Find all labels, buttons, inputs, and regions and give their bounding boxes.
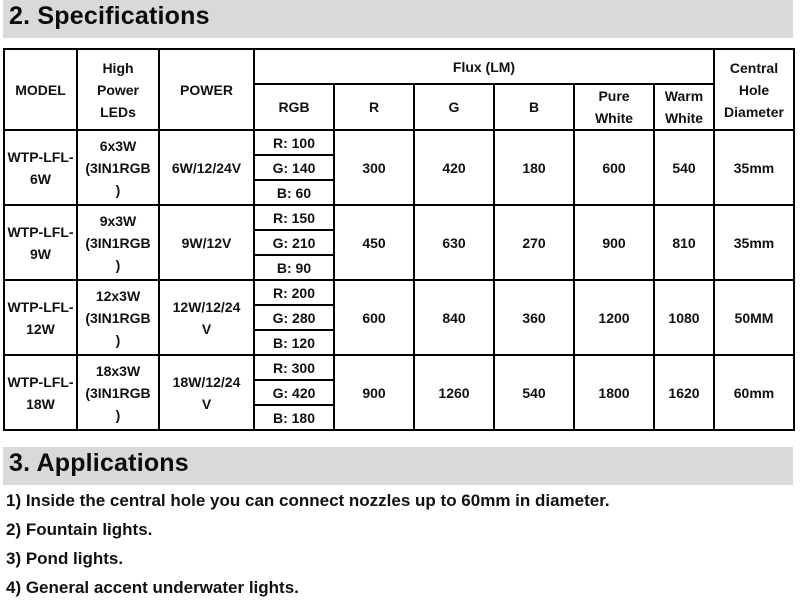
rgb-b-cell: B: 120 — [254, 330, 334, 355]
flux-b-cell: 360 — [494, 280, 574, 355]
header-leds: High Power LEDs — [77, 49, 159, 130]
flux-pure-white-cell: 600 — [574, 130, 654, 205]
rgb-g-cell: G: 420 — [254, 380, 334, 405]
leds-cell: 12x3W (3IN1RGB ) — [77, 280, 159, 355]
leds-cell: 6x3W (3IN1RGB ) — [77, 130, 159, 205]
rgb-g-cell: G: 140 — [254, 155, 334, 180]
header-model: MODEL — [4, 49, 77, 130]
table-row — [4, 280, 794, 305]
flux-warm-white-cell: 1080 — [654, 280, 714, 355]
flux-pure-white-cell: 1200 — [574, 280, 654, 355]
rgb-g-cell: G: 210 — [254, 230, 334, 255]
specifications-table — [3, 48, 795, 431]
applications-title: 3. Applications — [9, 449, 189, 477]
model-cell: WTP-LFL- 18W — [4, 355, 77, 430]
leds-cell: 9x3W (3IN1RGB ) — [77, 205, 159, 280]
rgb-r-cell: R: 200 — [254, 280, 334, 305]
table-row — [4, 205, 794, 230]
flux-r-cell: 600 — [334, 280, 414, 355]
diameter-cell: 35mm — [714, 130, 794, 205]
header-b: B — [494, 84, 574, 130]
diameter-cell: 50MM — [714, 280, 794, 355]
header-central-hole: Central Hole Diameter — [714, 49, 794, 130]
rgb-b-cell: B: 90 — [254, 255, 334, 280]
flux-r-cell: 300 — [334, 130, 414, 205]
rgb-b-cell: B: 180 — [254, 405, 334, 430]
diameter-cell: 35mm — [714, 205, 794, 280]
model-cell: WTP-LFL- 9W — [4, 205, 77, 280]
flux-pure-white-cell: 1800 — [574, 355, 654, 430]
flux-warm-white-cell: 540 — [654, 130, 714, 205]
flux-g-cell: 420 — [414, 130, 494, 205]
applications-section-header — [3, 447, 793, 485]
flux-g-cell: 840 — [414, 280, 494, 355]
list-item: 1) Inside the central hole you can connect nozzles up to 60mm in diameter. — [6, 491, 610, 510]
diameter-cell: 60mm — [714, 355, 794, 430]
power-cell: 12W/12/24 V — [159, 280, 254, 355]
rgb-r-cell: R: 150 — [254, 205, 334, 230]
list-item: 4) General accent underwater lights. — [6, 578, 299, 597]
power-cell: 6W/12/24V — [159, 130, 254, 205]
header-g: G — [414, 84, 494, 130]
power-cell: 18W/12/24 V — [159, 355, 254, 430]
applications-list — [6, 486, 610, 602]
flux-g-cell: 630 — [414, 205, 494, 280]
model-cell: WTP-LFL- 6W — [4, 130, 77, 205]
flux-g-cell: 1260 — [414, 355, 494, 430]
flux-warm-white-cell: 810 — [654, 205, 714, 280]
flux-b-cell: 270 — [494, 205, 574, 280]
list-item: 3) Pond lights. — [6, 549, 124, 568]
header-warm-white: Warm White — [654, 84, 714, 130]
rgb-g-cell: G: 280 — [254, 305, 334, 330]
flux-pure-white-cell: 900 — [574, 205, 654, 280]
header-rgb: RGB — [254, 84, 334, 130]
header-power: POWER — [159, 49, 254, 130]
rgb-b-cell: B: 60 — [254, 180, 334, 205]
table-row — [4, 130, 794, 155]
header-flux: Flux (LM) — [254, 49, 714, 84]
rgb-r-cell: R: 300 — [254, 355, 334, 380]
model-cell: WTP-LFL- 12W — [4, 280, 77, 355]
power-cell: 9W/12V — [159, 205, 254, 280]
specifications-title: 2. Specifications — [9, 2, 210, 30]
leds-cell: 18x3W (3IN1RGB ) — [77, 355, 159, 430]
rgb-r-cell: R: 100 — [254, 130, 334, 155]
header-r: R — [334, 84, 414, 130]
flux-r-cell: 450 — [334, 205, 414, 280]
flux-b-cell: 540 — [494, 355, 574, 430]
table-row — [4, 355, 794, 380]
flux-warm-white-cell: 1620 — [654, 355, 714, 430]
specifications-section-header — [3, 0, 793, 38]
flux-b-cell: 180 — [494, 130, 574, 205]
flux-r-cell: 900 — [334, 355, 414, 430]
list-item: 2) Fountain lights. — [6, 520, 153, 539]
header-pure-white: Pure White — [574, 84, 654, 130]
